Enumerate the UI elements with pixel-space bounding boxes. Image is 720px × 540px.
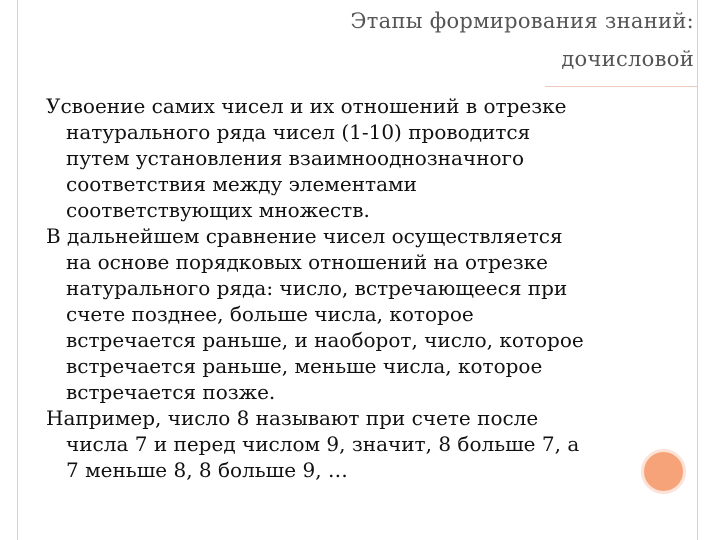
paragraph-line: натурального ряда чисел (1-10) проводится [66, 120, 531, 144]
paragraph-line: встречается раньше, меньше числа, которое [66, 354, 543, 378]
paragraph-line: В дальнейшем сравнение чисел осуществляется [46, 224, 563, 248]
paragraph-line: соответствия между элементами [66, 172, 417, 196]
paragraph-line: Усвоение самих чисел и их отношений в отрезке [46, 94, 567, 118]
slide-title-line-1: Этапы формирования знаний: [350, 9, 694, 33]
paragraph-line: встречается позже. [66, 380, 276, 404]
slide-body [46, 93, 646, 483]
paragraph-line: натурального ряда: число, встречающееся при [66, 276, 568, 300]
paragraph-line: соответствующих множеств. [66, 198, 370, 222]
decorative-circle-icon [641, 449, 686, 494]
paragraph-line: 7 меньше 8, 8 больше 9, … [66, 458, 348, 482]
paragraph-line: путем установления взаимнооднозначного [66, 146, 525, 170]
paragraph-1 [46, 93, 646, 223]
paragraph-line: счете позднее, больше числа, которое [66, 302, 474, 326]
title-divider [545, 86, 698, 87]
paragraph-line: числа 7 и перед числом 9, значит, 8 больше 7, а [66, 432, 580, 456]
slide-title-line-2: дочисловой [561, 47, 694, 71]
paragraph-line: Например, число 8 называют при счете после [46, 406, 539, 430]
paragraph-line: встречается раньше, и наоборот, число, которое [66, 328, 584, 352]
paragraph-2 [46, 223, 646, 405]
paragraph-3 [46, 405, 646, 483]
paragraph-line: на основе порядковых отношений на отрезке [66, 250, 548, 274]
